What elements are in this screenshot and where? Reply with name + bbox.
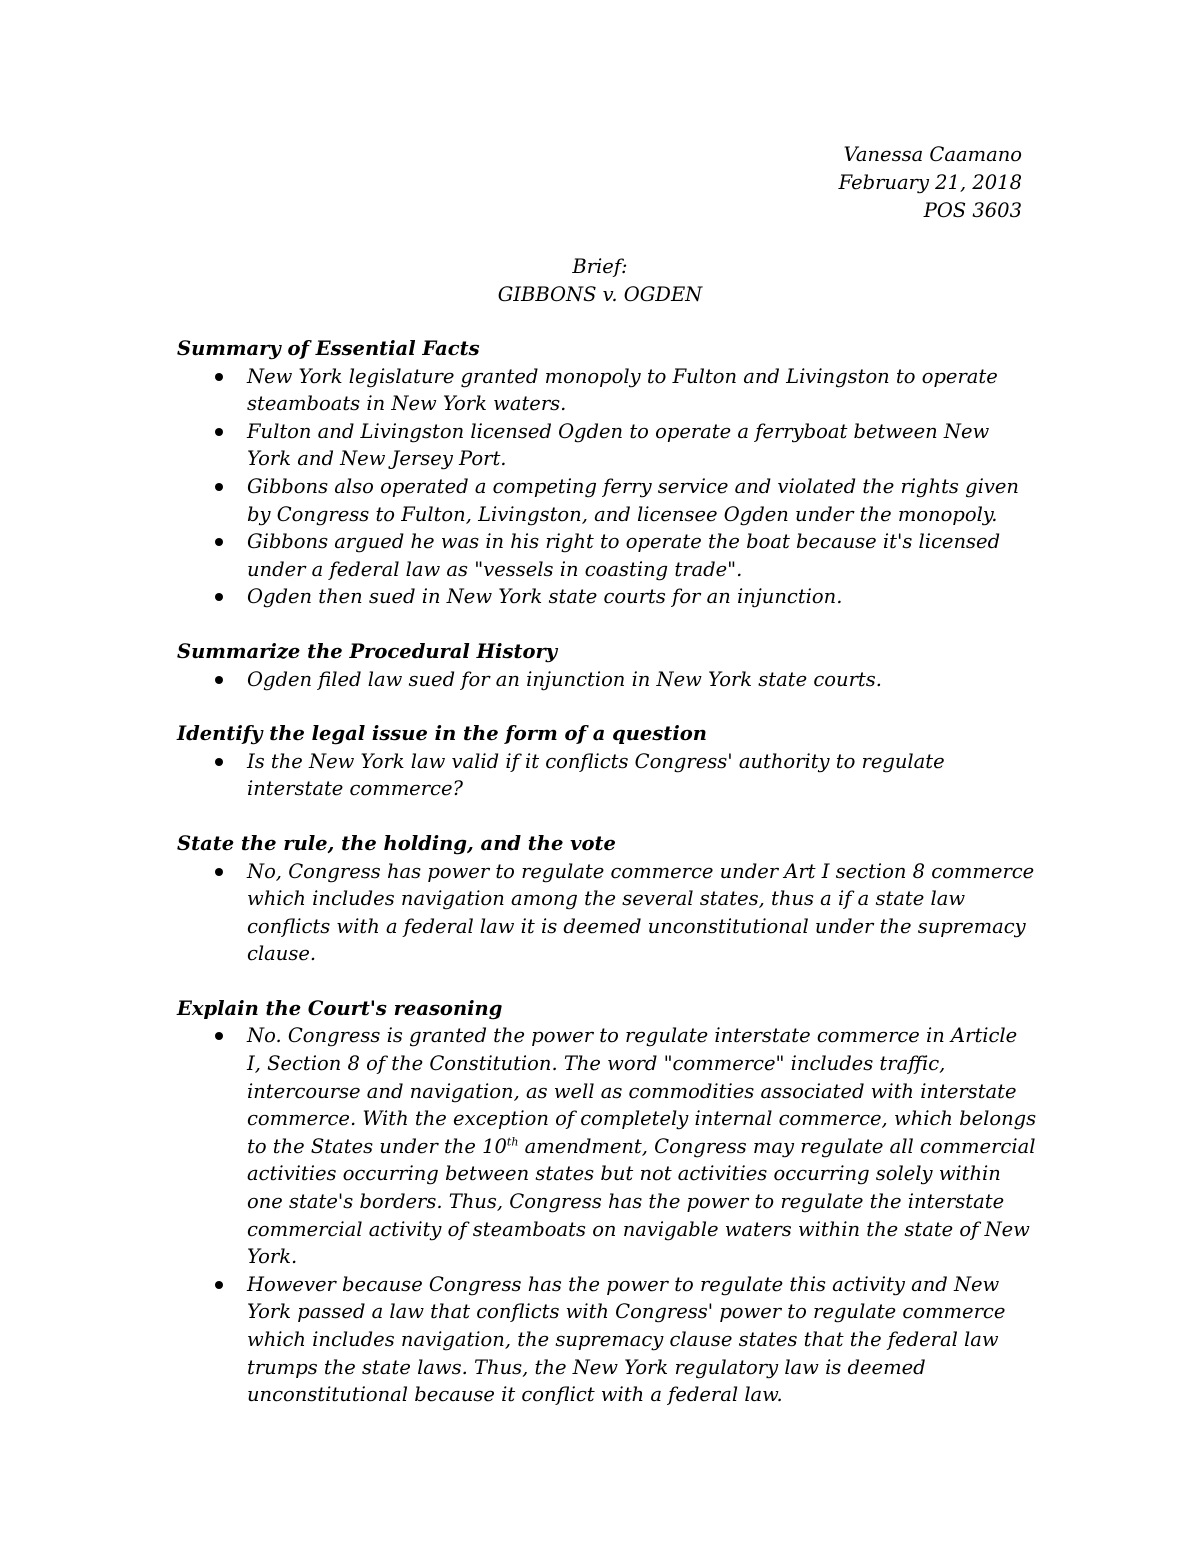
bullet-item: Is the New York law valid if it conflicts Congress' authority to regulate interstate commerce? bbox=[247, 748, 1037, 803]
brief-label: Brief: bbox=[572, 255, 628, 278]
bullet-item: Gibbons argued he was in his right to operate the boat because it's licensed under a federal law as "vessels in coasting trade". bbox=[247, 528, 1037, 583]
bullet-list bbox=[177, 1022, 1037, 1408]
section-procedural-history bbox=[177, 638, 1037, 693]
document-body bbox=[177, 335, 1037, 1436]
bullet-item: Ogden then sued in New York state courts for an injunction. bbox=[247, 583, 1037, 611]
bullet-list bbox=[177, 748, 1037, 803]
section-rule-holding-vote bbox=[177, 830, 1037, 968]
section-heading: Summarize the Procedural History bbox=[177, 639, 558, 663]
section-heading: Summary of Essential Facts bbox=[177, 337, 480, 360]
document-date: February 21, 2018 bbox=[838, 171, 1022, 194]
section-court-reasoning bbox=[177, 995, 1037, 1409]
bullet-list bbox=[177, 666, 1037, 694]
bullet-text: No. Congress is granted the power to regulate interstate commerce in Article I, Section 8 of the Constitution. The word "commerce" includes traffic, intercourse and navigation, as well as commodities associated with interstate commerce. With the exception of completely internal commerce, which belongs to the States under the 10 bbox=[247, 1024, 1037, 1158]
section-heading: Explain the Court's reasoning bbox=[177, 996, 503, 1020]
section-heading: Identify the legal issue in the form of a question bbox=[177, 722, 707, 746]
bullet-item: However because Congress has the power to regulate this activity and New York passed a law that conflicts with Congress' power to regulate commerce which includes navigation, the supremacy clause states that the federal law trumps the state laws. Thus, the New York regulatory law is deemed unconstitutional because it conflict with a federal law. bbox=[247, 1271, 1037, 1409]
bullet-item: Gibbons also operated a competing ferry service and violated the rights given by Congress to Fulton, Livingston, and licensee Ogden under the monopoly. bbox=[247, 473, 1037, 528]
bullet-item: New York legislature granted monopoly to Fulton and Livingston to operate steamboats in New York waters. bbox=[247, 363, 1037, 418]
document-header bbox=[839, 141, 1022, 225]
bullet-item bbox=[247, 1022, 1037, 1270]
bullet-text: amendment, Congress may regulate all commercial activities occurring between states but not activities occurring solely within one state's borders. Thus, Congress has the power to regulate the interstate commercial activity of steamboats on navigable waters within the state of New York. bbox=[247, 1134, 1036, 1269]
bullet-list bbox=[177, 363, 1037, 611]
ordinal-suffix: th bbox=[506, 1135, 519, 1149]
case-title: GIBBONS v. OGDEN bbox=[497, 283, 703, 306]
author-name: Vanessa Caamano bbox=[843, 143, 1022, 166]
bullet-list bbox=[177, 858, 1037, 968]
course-code: POS 3603 bbox=[923, 199, 1022, 222]
section-legal-issue bbox=[177, 720, 1037, 803]
section-heading: State the rule, the holding, and the vote bbox=[177, 831, 616, 855]
section-essential-facts bbox=[177, 335, 1037, 611]
title-block bbox=[0, 253, 1200, 309]
bullet-item: Fulton and Livingston licensed Ogden to operate a ferryboat between New York and New Jersey Port. bbox=[247, 418, 1037, 473]
bullet-item: Ogden filed law sued for an injunction in New York state courts. bbox=[247, 666, 1037, 694]
bullet-item: No, Congress has power to regulate commerce under Art I section 8 commerce which includes navigation among the several states, thus a if a state law conflicts with a federal law it is deemed unconstitutional under the supremacy clause. bbox=[247, 858, 1037, 968]
